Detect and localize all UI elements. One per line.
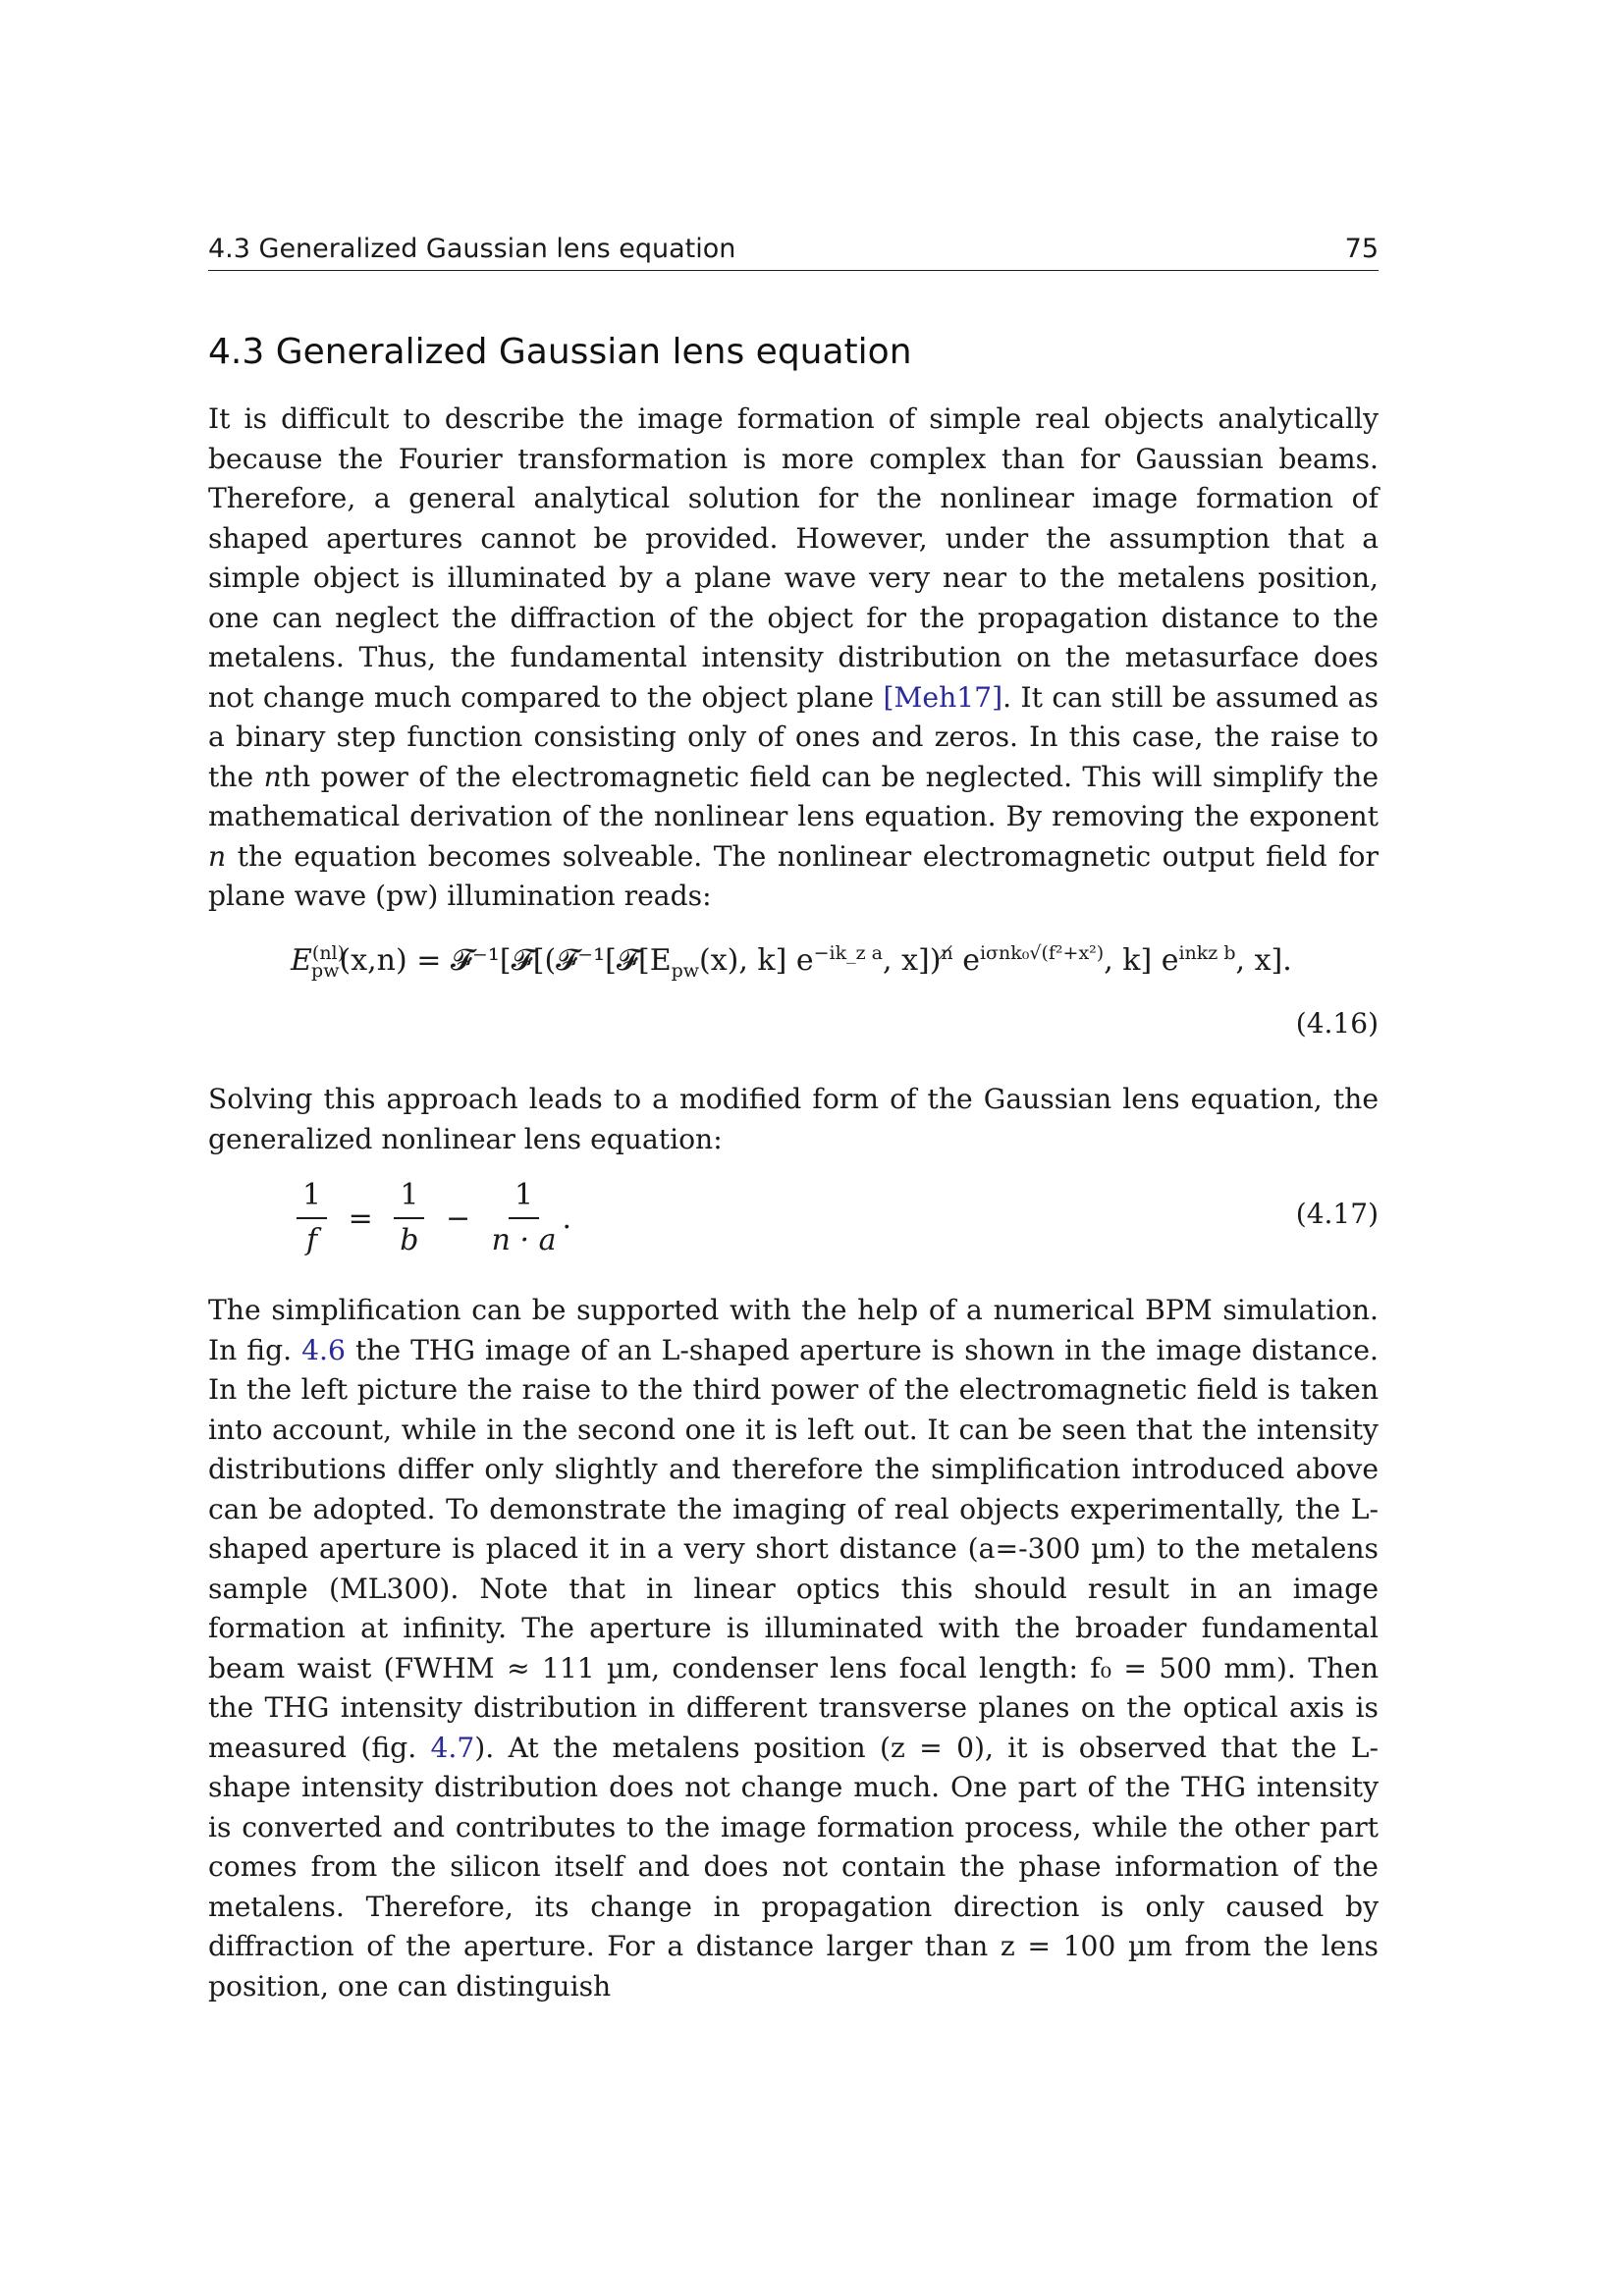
eq1-rhs3: , x]) [883, 943, 942, 978]
fraction-1-denominator: f [305, 1223, 318, 1257]
eq1-rhs5: , k] e [1104, 943, 1179, 978]
eq1-rhs4: e [952, 943, 980, 978]
equation-4-16-formula [291, 942, 1292, 982]
fraction-1-over-na [492, 1176, 557, 1260]
equation-4-17 [208, 1176, 1379, 1274]
eq1-lhs-sup: (nl) [311, 942, 346, 964]
fraction-2-numerator: 1 [394, 1176, 424, 1219]
equation-period: . [562, 1201, 572, 1236]
eq1-exp3: iσnk₀√(f²+x²) [979, 942, 1105, 964]
paragraph-3-part3: ). At the metalens position (z = 0), it is observed that the L-shape intensity distribution does not change much. One part of the THG intensity is converted and contributes to the image formation process, while the other part comes from the silicon itself and does not contain the phase information of the metalens. Therefore, its change in propagation direction is only caused by diffraction of the aperture. For a distance larger than z = 100 µm from the lens position, one can distinguish [208, 1731, 1379, 2002]
running-header [208, 234, 1379, 271]
fraction-2-denominator: b [400, 1223, 419, 1257]
equation-4-16-number: (4.16) [1295, 1007, 1379, 1040]
variable-n-2: n [208, 839, 227, 873]
eq1-lhs: E [291, 943, 312, 978]
citation-link[interactable]: [Meh17] [883, 680, 1003, 714]
eq1-lhs-sub: pw [311, 960, 340, 982]
paragraph-3-part1: The simplification can be supported with the help of a numerical BPM simulation. In fig. [208, 1294, 1379, 1366]
paragraph-1 [208, 400, 1379, 917]
variable-n: n [263, 760, 282, 793]
section-title: 4.3 Generalized Gaussian lens equation [208, 332, 912, 372]
eq1-exp4: inkz b [1178, 942, 1236, 964]
minus-sign: − [445, 1201, 471, 1236]
paragraph-1-part3: th power of the electromagnetic field can be neglected. This will simplify the mathematical derivation of the nonlinear lens equation. By removing the exponent [208, 760, 1380, 832]
paragraph-1-part4: the equation becomes solveable. The nonlinear electromagnetic output field for plane wave (pw) illumination reads: [208, 839, 1379, 912]
running-title: 4.3 Generalized Gaussian lens equation [208, 234, 736, 264]
equals-sign: = [348, 1201, 373, 1236]
paragraph-1-part1: It is difficult to describe the image formation of simple real objects analytically because the Fourier transformation is more complex than for Gaussian beams. Therefore, a general analytical solution for the nonlinear image formation of shaped apertures cannot be provided. However, under the assumption that a simple object is illuminated by a plane wave very near to the metalens position, one can neglect the diffraction of the object for the propagation distance to the metalens. Thus, the fundamental intensity distribution on the metasurface does not change much compared to the object plane [208, 402, 1379, 714]
equation-4-17-number: (4.17) [1295, 1198, 1379, 1230]
eq1-lhs-args: (x,n) = [339, 943, 451, 978]
eq1-rhs2: (x), k] e [699, 943, 814, 978]
fraction-1-over-f [297, 1176, 327, 1260]
eq1-exp1: −ik_z a [813, 942, 883, 964]
paragraph-1-part2: . It can still be assumed as a binary step function consisting only of ones and zeros. In this case, the raise to the [208, 680, 1379, 793]
figure-ref-4-7[interactable]: 4.7 [430, 1731, 475, 1764]
equation-4-17-formula [291, 1176, 577, 1260]
fraction-3-numerator: 1 [509, 1176, 539, 1219]
paragraph-3 [208, 1291, 1379, 2006]
eq1-exp2: n̸ [941, 942, 953, 964]
equation-4-16 [208, 942, 1379, 1050]
eq1-rhs-sub: pw [671, 960, 700, 982]
fraction-1-numerator: 1 [297, 1176, 327, 1219]
fraction-3-denominator: n · a [491, 1223, 557, 1257]
paragraph-3-part2: the THG image of an L-shaped aperture is shown in the image distance. In the left picture the raise to the third power of the electromagnetic field is taken into account, while in the second one it is left out. It can be seen that the intensity distributions differ only slightly and therefore the simplification introduced above can be adopted. To demonstrate the imaging of real objects experimentally, the L-shaped aperture is placed it in a very short distance (a=-300 µm) to the metalens sample (ML300). Note that in linear optics this should result in an image formation at infinity. The aperture is illuminated with the broader fundamental beam waist (FWHM ≈ 111 µm, condenser lens focal length: f₀ = 500 mm). Then the THG intensity distribution in different transverse planes on the optical axis is measured (fig. [208, 1333, 1379, 1764]
eq1-rhs: 𝓕⁻¹[𝓕[(𝓕⁻¹[𝓕[E [450, 943, 672, 978]
paragraph-2: Solving this approach leads to a modified form of the Gaussian lens equation, the generalized nonlinear lens equation: [208, 1083, 1379, 1155]
fraction-1-over-b [394, 1176, 424, 1260]
eq1-rhs6: , x]. [1235, 943, 1292, 978]
page-number: 75 [1344, 234, 1379, 264]
figure-ref-4-6[interactable]: 4.6 [301, 1333, 346, 1366]
